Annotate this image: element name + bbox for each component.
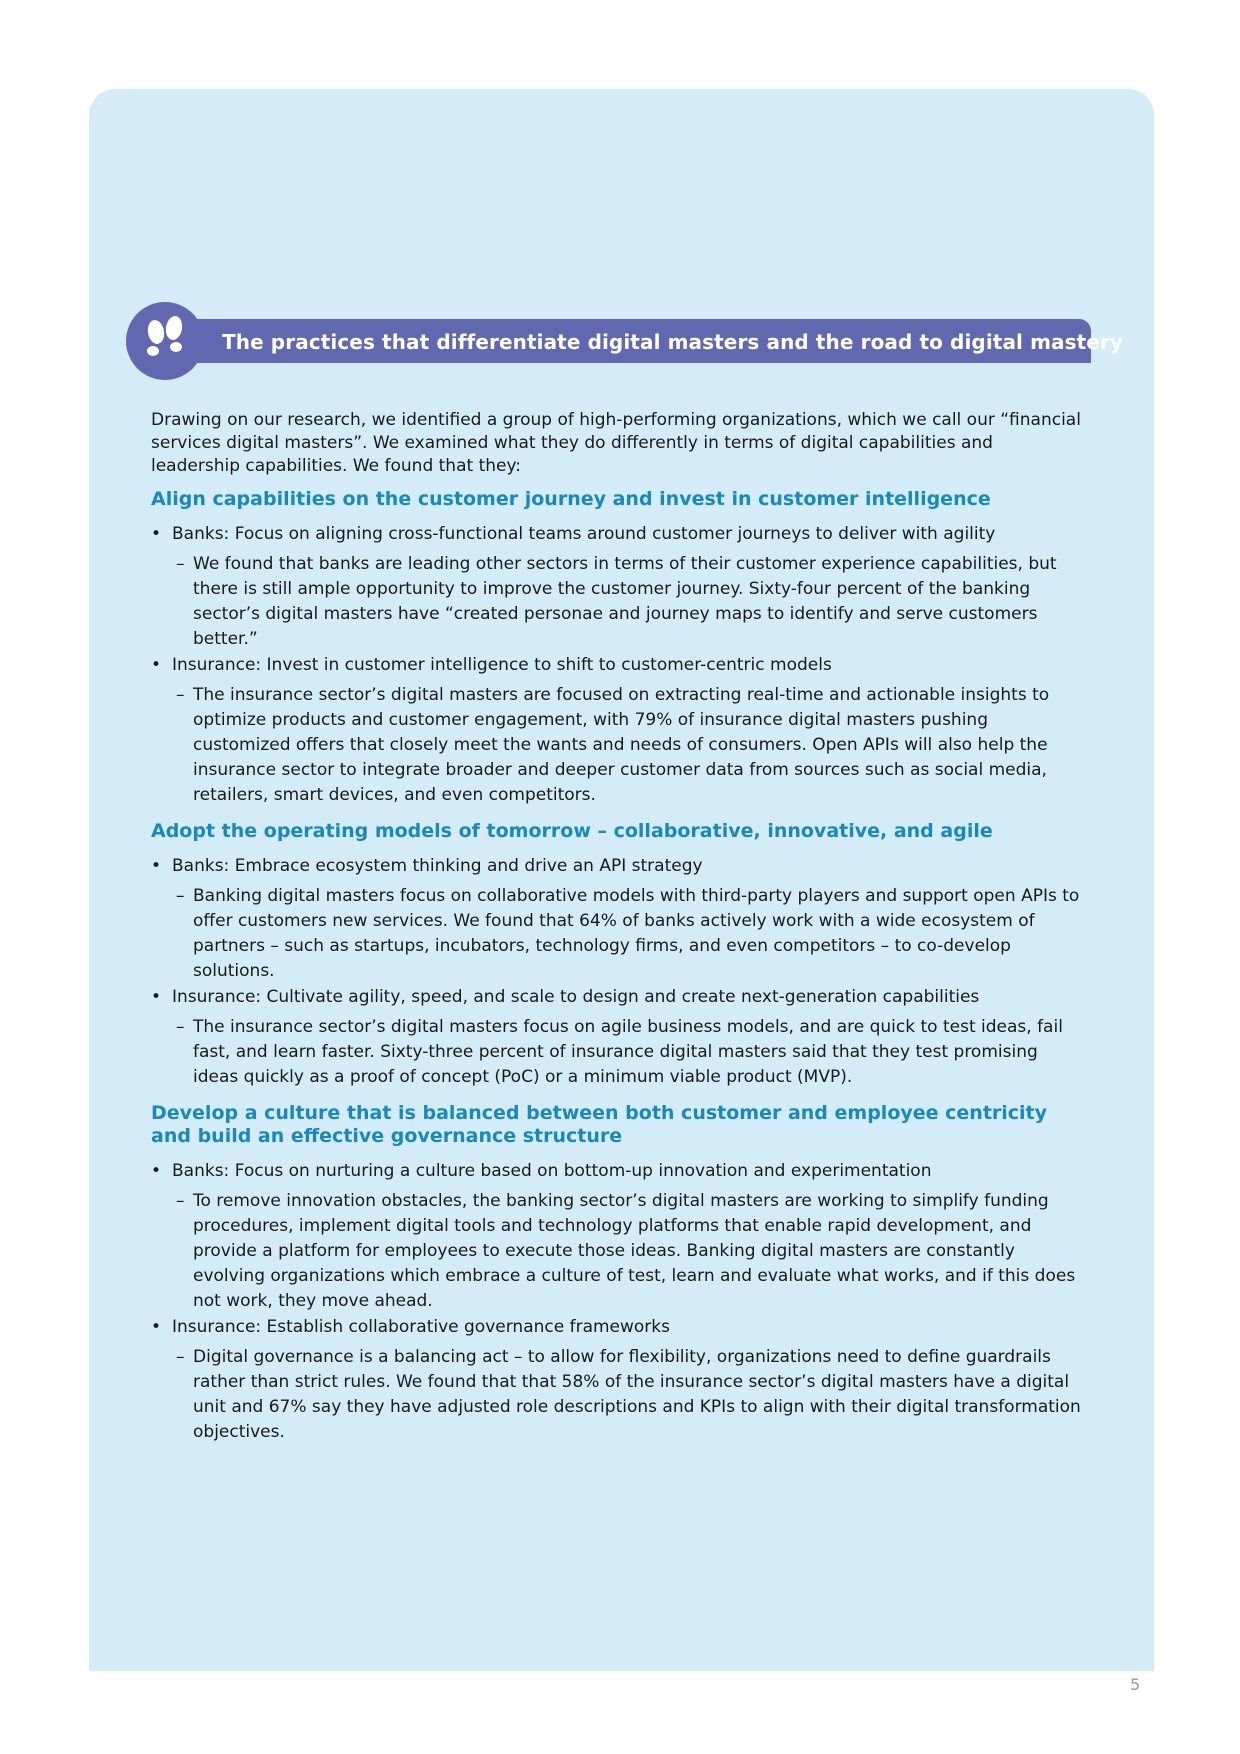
bullet-text: Banks: Focus on aligning cross-functional teams around customer journeys to deliver with agility <box>172 524 996 544</box>
bullet-text: Insurance: Invest in customer intelligence to shift to customer-centric models <box>172 655 832 675</box>
intro-paragraph: Drawing on our research, we identified a group of high-performing organizations, which we call our “financial services digital masters”. We examined what they do differently in terms of digital capabilities and leadership capabilities. We found that they: <box>151 410 1081 476</box>
dash-marker: – <box>176 1017 185 1037</box>
footprints-icon <box>126 302 204 380</box>
dash-marker: – <box>176 685 185 705</box>
sub-item-text: To remove innovation obstacles, the banking sector’s digital masters are working to simplify funding procedures, implement digital tools and technology platforms that enable rapid development, and provide a platform for employees to execute those ideas. Banking digital masters are constantly evolving organizations which embrace a culture of test, learn and evaluate what works, and if this does not work, they move ahead. <box>193 1191 1076 1311</box>
dash-marker: – <box>176 1191 185 1211</box>
list-item <box>151 523 1086 546</box>
dash-marker: – <box>176 1347 185 1367</box>
bullet-text: Banks: Focus on nurturing a culture based on bottom-up innovation and experimentation <box>172 1161 932 1181</box>
sub-list-item <box>151 1015 1086 1090</box>
sub-item-text: We found that banks are leading other sectors in terms of their customer experience capabilities, but there is still ample opportunity to improve the customer journey. Sixty-four percent of the banking sector’s digital masters have “created personae and journey maps to identify and serve customers better.” <box>193 554 1057 649</box>
list-item <box>151 1316 1086 1339</box>
section-heading: Adopt the operating models of tomorrow – collaborative, innovative, and agile <box>151 820 993 842</box>
bullet-text: Insurance: Establish collaborative governance frameworks <box>172 1317 670 1337</box>
dash-marker: – <box>176 554 185 574</box>
list-item <box>151 855 1086 878</box>
bullet-text: Banks: Embrace ecosystem thinking and drive an API strategy <box>172 856 703 876</box>
sub-item-text: The insurance sector’s digital masters focus on agile business models, and are quick to test ideas, fail fast, and learn faster. Sixty-three percent of insurance digital masters said that they test promising ideas quickly as a proof of concept (PoC) or a minimum viable product (MVP). <box>193 1017 1063 1087</box>
sub-list-item <box>151 683 1086 808</box>
sub-list-item <box>151 1345 1086 1445</box>
section-heading: Align capabilities on the customer journey and invest in customer intelligence <box>151 488 991 510</box>
sub-list-item <box>151 1189 1086 1314</box>
bullet-marker: • <box>151 856 162 876</box>
list-item <box>151 986 1086 1009</box>
list-item <box>151 654 1086 677</box>
sub-item-text: Banking digital masters focus on collaborative models with third-party players and support open APIs to offer customers new services. We found that 64% of banks actively work with a wide ecosystem of partners – such as startups, incubators, technology firms, and even competitors – to co-develop solutions. <box>193 886 1080 981</box>
bullet-marker: • <box>151 987 162 1007</box>
dash-marker: – <box>176 886 185 906</box>
sub-item-text: Digital governance is a balancing act – to allow for flexibility, organizations need to define guardrails rather than strict rules. We found that that 58% of the insurance sector’s digital masters have a digital unit and 67% say they have adjusted role descriptions and KPIs to align with their digital transformation objectives. <box>193 1347 1081 1442</box>
banner-title: The practices that differentiate digital masters and the road to digital mastery <box>222 330 1124 354</box>
page-number: 5 <box>1130 1675 1141 1694</box>
bullet-marker: • <box>151 1317 162 1337</box>
bullet-marker: • <box>151 524 162 544</box>
body-content <box>151 409 1086 1447</box>
bullet-marker: • <box>151 1161 162 1181</box>
sub-list-item <box>151 884 1086 984</box>
list-item <box>151 1160 1086 1183</box>
sub-list-item <box>151 552 1086 652</box>
sub-item-text: The insurance sector’s digital masters are focused on extracting real-time and actionable insights to optimize products and customer engagement, with 79% of insurance digital masters pushing customized offers that closely meet the wants and needs of consumers. Open APIs will also help the insurance sector to integrate broader and deeper customer data from sources such as social media, retailers, smart devices, and even competitors. <box>193 685 1050 805</box>
bullet-text: Insurance: Cultivate agility, speed, and scale to design and create next-generation capabilities <box>172 987 980 1007</box>
section-heading: Develop a culture that is balanced between both customer and employee centricity and build an effective governance structure <box>151 1102 1048 1147</box>
bullet-marker: • <box>151 655 162 675</box>
